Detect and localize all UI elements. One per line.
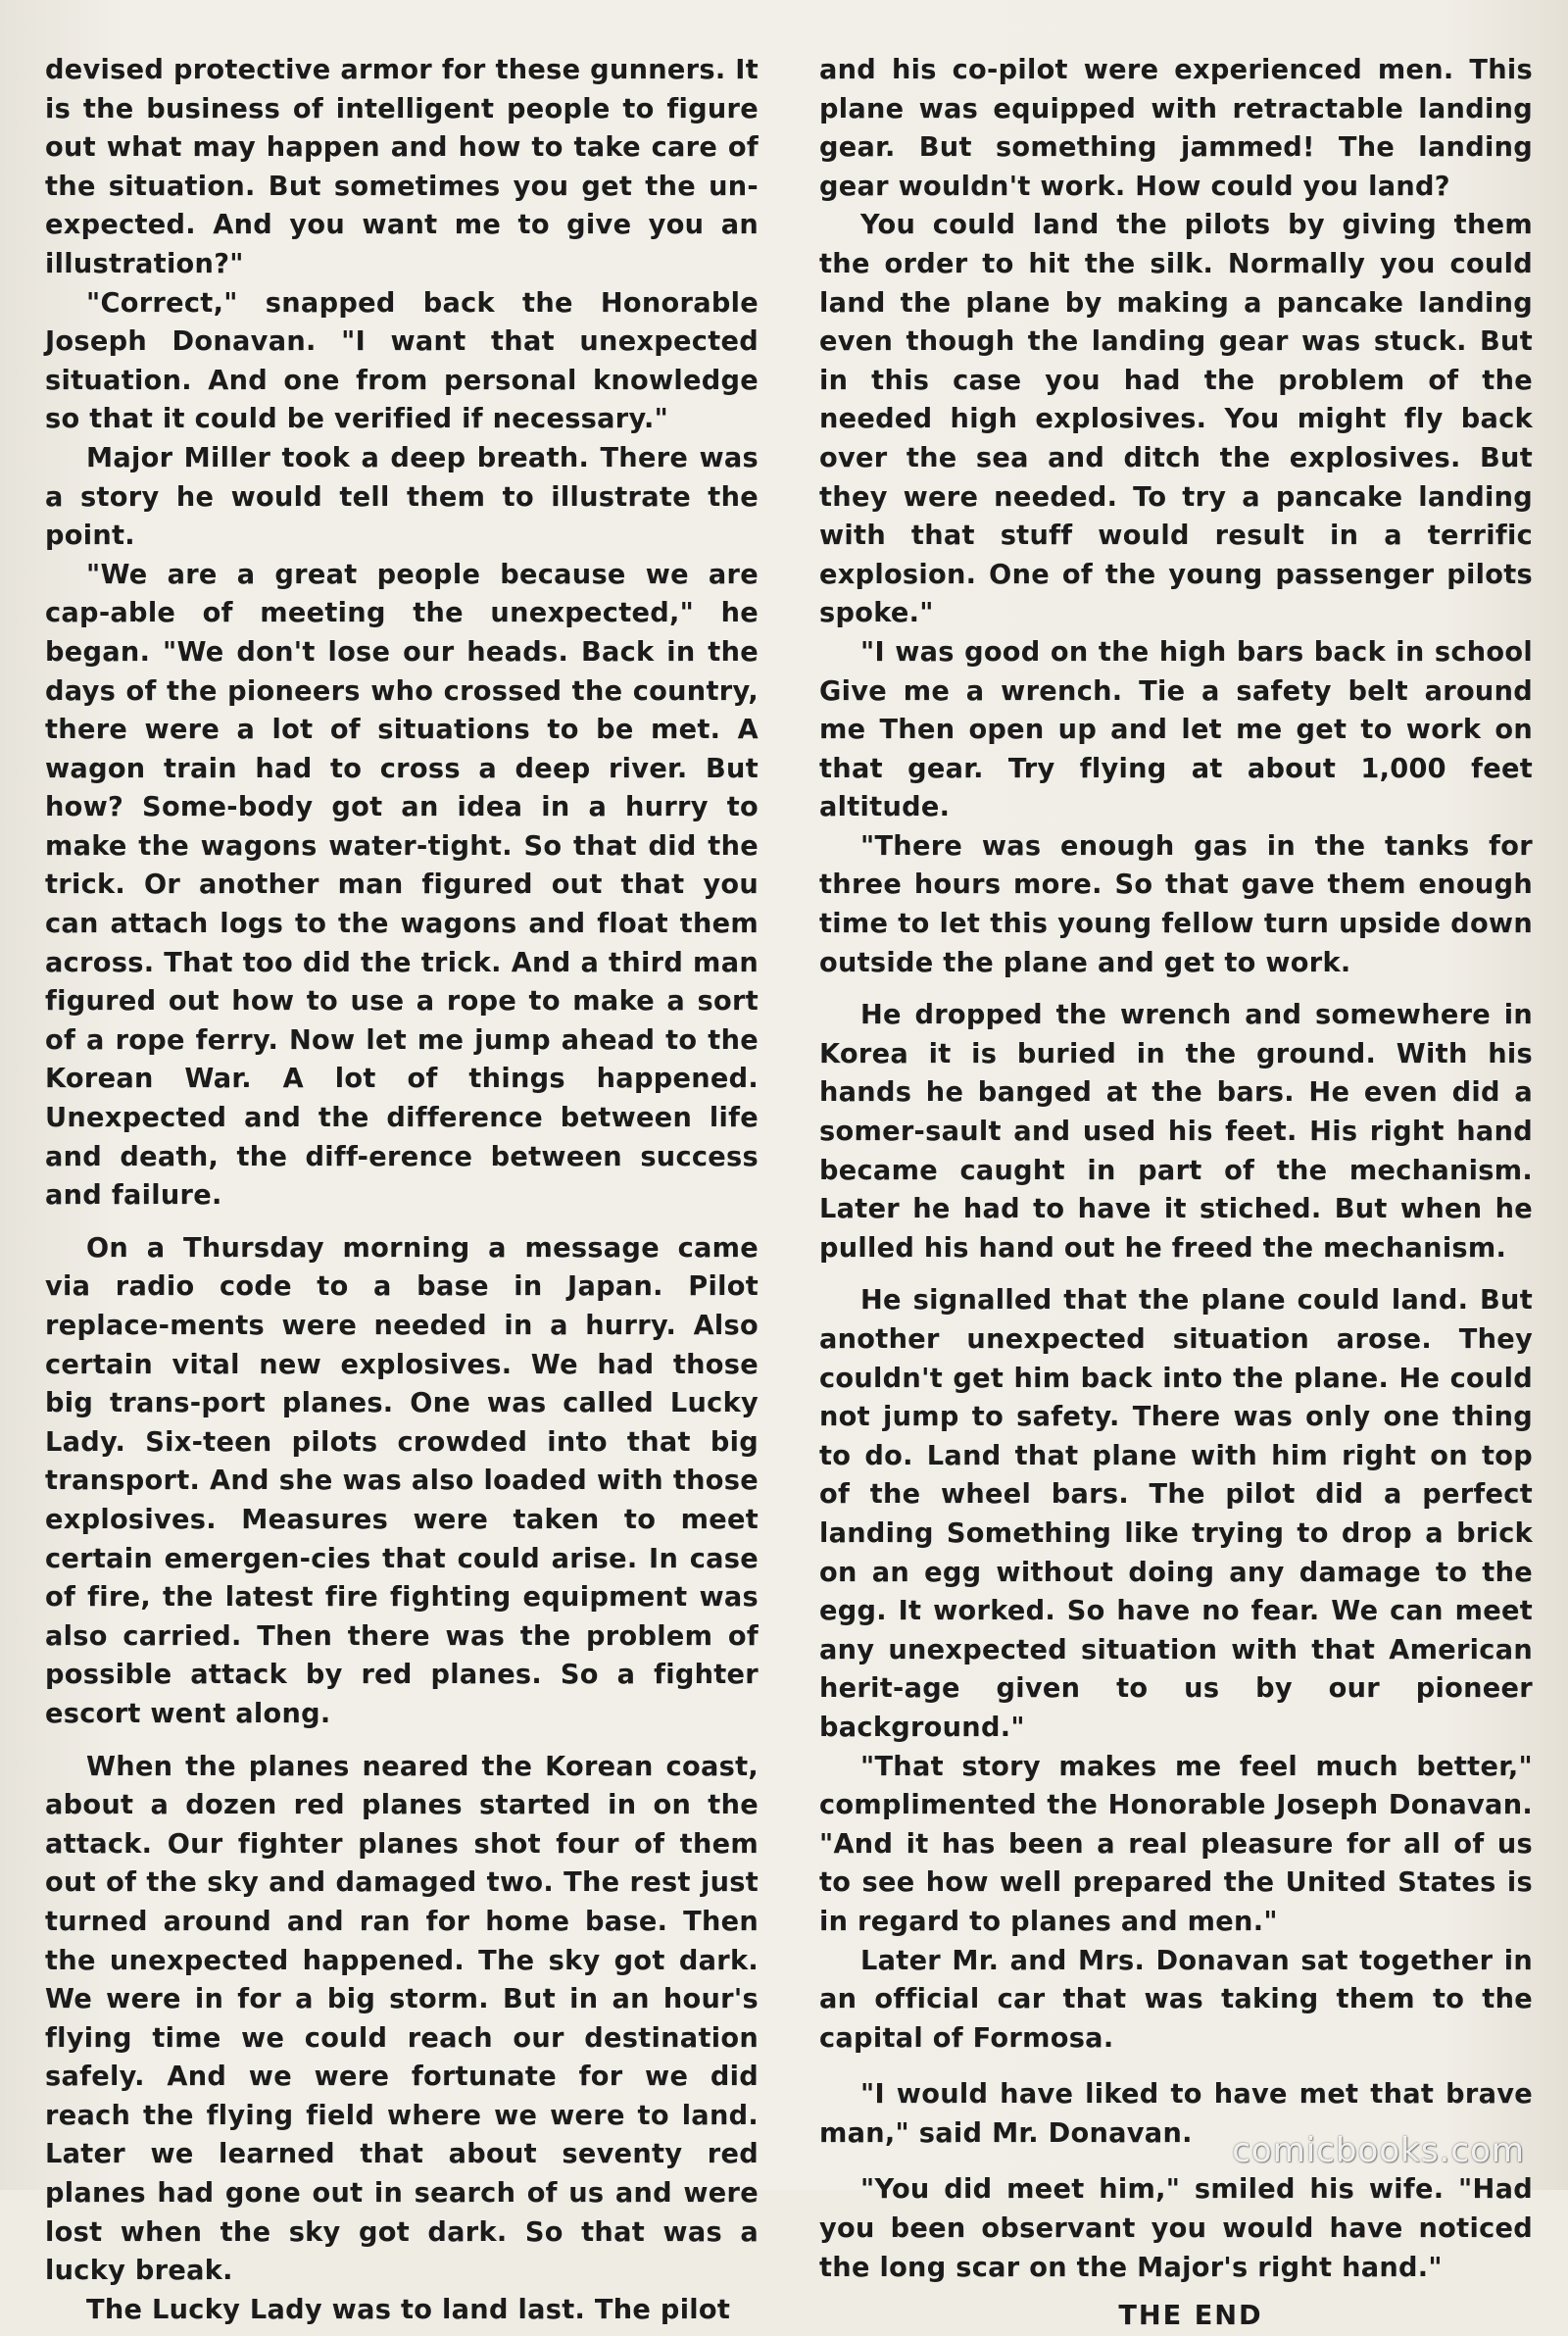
right-column [819, 51, 1533, 2336]
paragraph: "I was good on the high bars back in school Give me a wrench. Tie a safety belt around me Then open up and let me get to work on that gear. Try flying at about 1,000 feet altitude. [819, 636, 1533, 823]
paragraph: He dropped the wrench and somewhere in Korea it is buried in the ground. With his hands he banged at the bars. He even did a somer-sault and used his feet. His right hand became caught in part of the mechanism. Later he had to have it stiched. But when he pulled his hand out he freed the mechanism. [819, 1000, 1533, 1264]
paragraph: "There was enough gas in the tanks for three hours more. So that gave them enough time to let this young fellow turn upside down outside the plane and get to work. [819, 830, 1533, 978]
paragraph: When the planes neared the Korean coast, about a dozen red planes started in on the attack. Our fighter planes shot four of them out of the sky and damaged two. The rest just turned around and ran for home base. Then the unexpected happened. The sky got dark. We were in for a big storm. But in an hour's flying time we could reach our destination safely. And we were fortunate for we did reach the flying field where we were to land. Later we learned that about seventy red planes had gone out in search of us and were lost when the sky got dark. So that was a lucky break. [45, 1751, 759, 2287]
paragraph: Major Miller took a deep breath. There was a story he would tell them to illustrate the point. [45, 442, 759, 552]
paragraph: You could land the pilots by giving them the order to hit the silk. Normally you could land the plane by making a pancake landing even though the landing gear was stuck. But in this case you had the problem of the needed high explosives. You might fly back over the sea and ditch the explosives. But they were needed. To try a pancake landing with that stuff would result in a terrific explosion. One of the young passenger pilots spoke." [819, 210, 1533, 629]
paragraph: The Lucky Lady was to land last. The pilot [86, 2294, 731, 2325]
paragraph: and his co-pilot were experienced men. This plane was equipped with retractable landing gear. But something jammed! The landing gear wouldn't work. How could you land? [819, 55, 1533, 202]
paragraph: devised protective armor for these gunners. It is the business of intelligent people to figure out what may happen and how to take care of the situation. But sometimes you get the un-expected. And you want me to give you an illustration?" [45, 55, 759, 279]
watermark: comicbooks.com [1232, 2131, 1525, 2170]
paragraph: Later Mr. and Mrs. Donavan sat together in an official car that was taking them to the capital of Formosa. [819, 1945, 1533, 2054]
paragraph: "We are a great people because we are cap-able of meeting the unexpected," he began. "We don't lose our heads. Back in the days of the pioneers who crossed the country, there were a lot of situations to be met. A wagon train had to cross a deep river. But how? Some-body got an idea in a hurry to make the wagons water-tight. So that did the trick. Or another man figured out that you can attach logs to the wagons and float them across. That too did the trick. And a third man figured out how to use a rope to make a sort of a rope ferry. Now let me jump ahead to the Korean War. A lot of things happened. Unexpected and the difference between life and death, the diff-erence between success and failure. [45, 559, 759, 1212]
left-column [45, 51, 759, 2329]
the-end-label: THE END [1118, 2301, 1263, 2332]
paragraph: "Correct," snapped back the Honorable Joseph Donavan. "I want that unexpected situation. And one from personal knowledge so that it could be verified if necessary." [45, 287, 759, 435]
paragraph: "You did meet him," smiled his wife. "Had you been observant you would have noticed the long scar on the Major's right hand." [819, 2174, 1533, 2283]
paragraph: He signalled that the plane could land. But another unexpected situation arose. They couldn't get him back into the plane. He could not jump to safety. There was only one thing to do. Land that plane with him right on top of the wheel bars. The pilot did a perfect landing Something like trying to drop a brick on an egg without doing any damage to the egg. It worked. So have no fear. We can meet any unexpected situation with that American herit-age given to us by our pioneer background." [819, 1285, 1533, 1743]
paragraph: On a Thursday morning a message came via radio code to a base in Japan. Pilot replace-ments were needed in a hurry. Also certain vital new explosives. We had those big trans-port planes. One was called Lucky Lady. Six-teen pilots crowded into that big transport. And she was also loaded with those explosives. Measures were taken to meet certain emergen-cies that could arise. In case of fire, the latest fire fighting equipment was also carried. Then there was the problem of possible attack by red planes. So a fighter escort went along. [45, 1232, 759, 1729]
paragraph: "I would have liked to have met that brave man," said Mr. Donavan. [819, 2079, 1533, 2149]
paragraph: "That story makes me feel much better," complimented the Honorable Joseph Donavan. "And it has been a real pleasure for all of us to see how well prepared the United States is in regard to planes and men." [819, 1751, 1533, 1937]
